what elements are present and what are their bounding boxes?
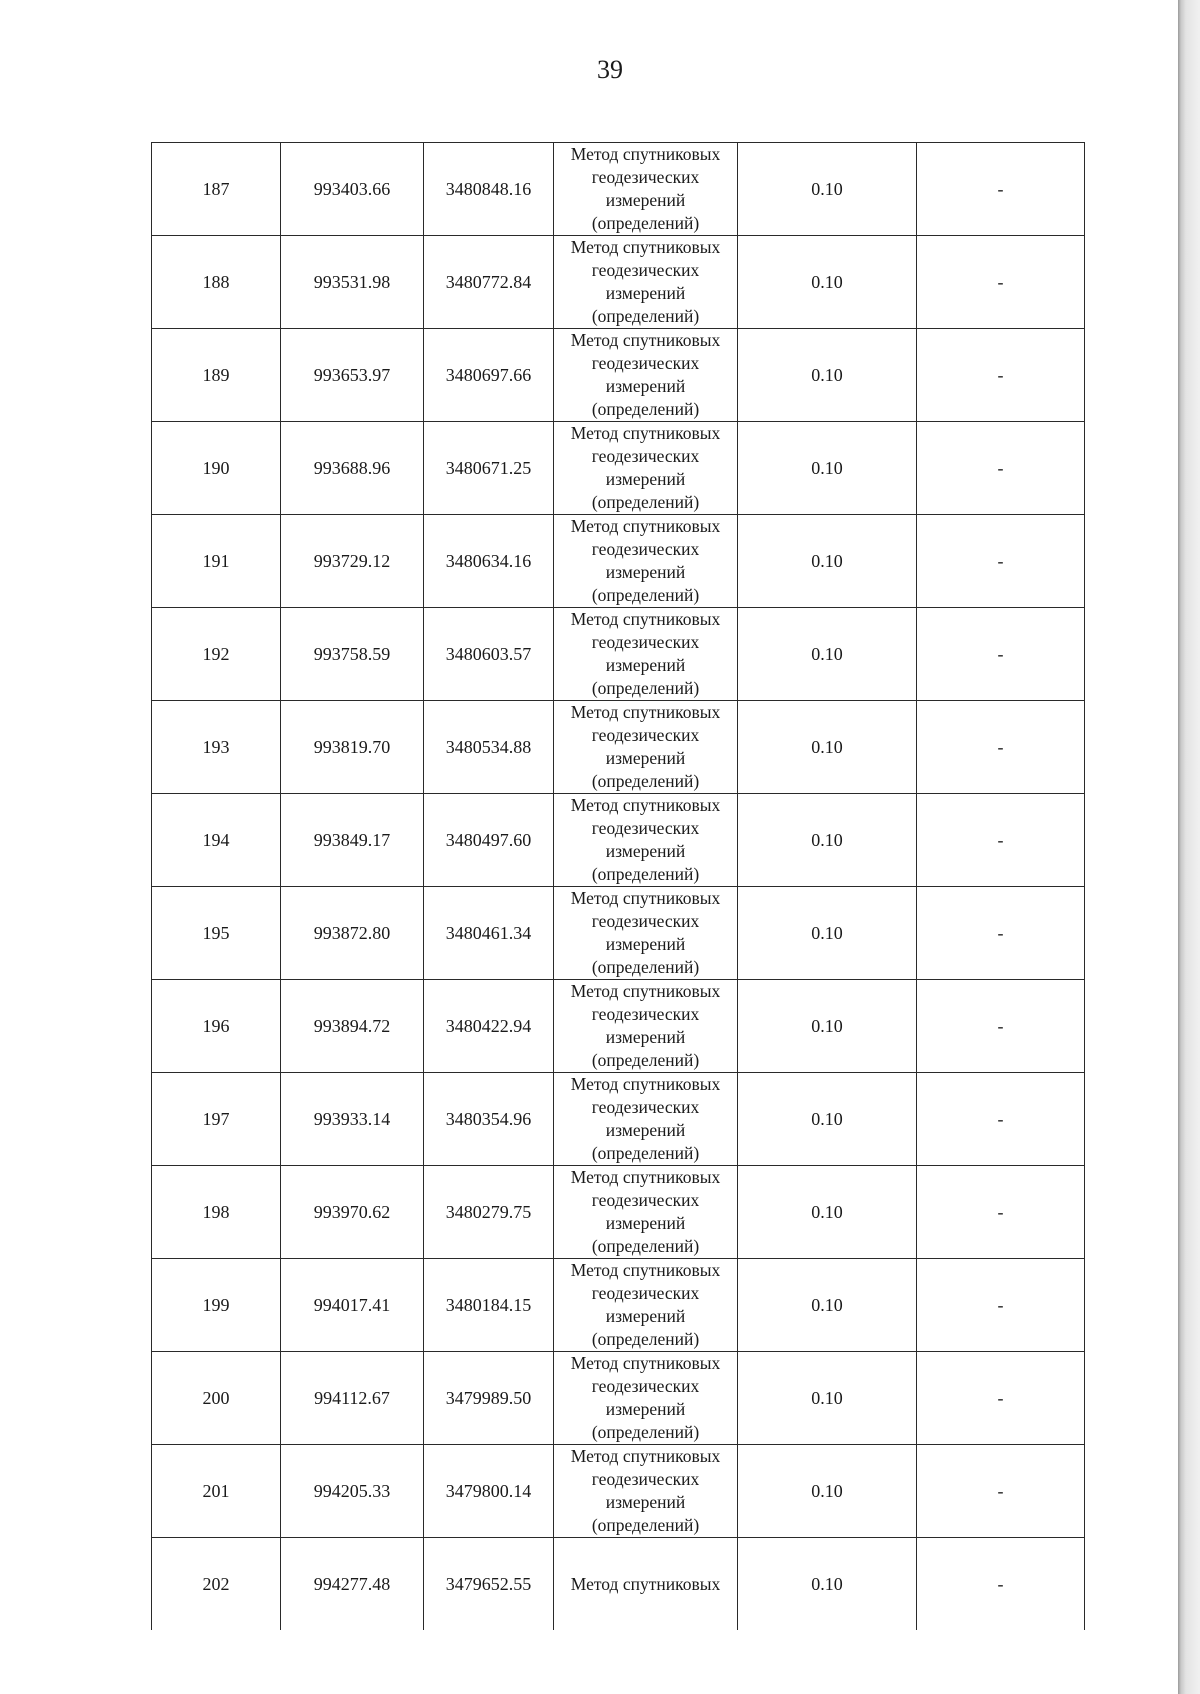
table-row xyxy=(152,329,1085,422)
accuracy-cell: 0.10 xyxy=(738,236,917,329)
point-number-cell: 196 xyxy=(152,980,281,1073)
method-cell: Метод спутниковых геодезических измерений (определений) xyxy=(554,1073,738,1166)
point-number-cell: 202 xyxy=(152,1538,281,1631)
method-cell: Метод спутниковых геодезических измерений (определений) xyxy=(554,1445,738,1538)
coord-x-cell: 993894.72 xyxy=(281,980,424,1073)
extra-cell: - xyxy=(917,1166,1085,1259)
table-row xyxy=(152,1073,1085,1166)
coord-y-cell: 3479989.50 xyxy=(424,1352,554,1445)
method-cell: Метод спутниковых геодезических измерений (определений) xyxy=(554,1259,738,1352)
method-cell: Метод спутниковых геодезических измерений (определений) xyxy=(554,887,738,980)
extra-cell: - xyxy=(917,515,1085,608)
coord-x-cell: 993849.17 xyxy=(281,794,424,887)
method-cell: Метод спутниковых геодезических измерений (определений) xyxy=(554,329,738,422)
coord-x-cell: 993653.97 xyxy=(281,329,424,422)
accuracy-cell: 0.10 xyxy=(738,1259,917,1352)
scan-page-edge xyxy=(1178,0,1200,1694)
coord-x-cell: 994017.41 xyxy=(281,1259,424,1352)
coord-y-cell: 3480184.15 xyxy=(424,1259,554,1352)
accuracy-cell: 0.10 xyxy=(738,980,917,1073)
coord-x-cell: 994205.33 xyxy=(281,1445,424,1538)
extra-cell: - xyxy=(917,1445,1085,1538)
extra-cell: - xyxy=(917,236,1085,329)
method-cell: Метод спутниковых геодезических измерений (определений) xyxy=(554,1352,738,1445)
point-number-cell: 197 xyxy=(152,1073,281,1166)
accuracy-cell: 0.10 xyxy=(738,1445,917,1538)
extra-cell: - xyxy=(917,608,1085,701)
point-number-cell: 195 xyxy=(152,887,281,980)
extra-cell: - xyxy=(917,1073,1085,1166)
table-row xyxy=(152,143,1085,236)
accuracy-cell: 0.10 xyxy=(738,515,917,608)
coord-y-cell: 3480534.88 xyxy=(424,701,554,794)
table-row xyxy=(152,1445,1085,1538)
table-row xyxy=(152,1259,1085,1352)
accuracy-cell: 0.10 xyxy=(738,329,917,422)
point-number-cell: 198 xyxy=(152,1166,281,1259)
extra-cell: - xyxy=(917,143,1085,236)
accuracy-cell: 0.10 xyxy=(738,1352,917,1445)
extra-cell: - xyxy=(917,1259,1085,1352)
table-row xyxy=(152,515,1085,608)
method-cell: Метод спутниковых геодезических измерений (определений) xyxy=(554,515,738,608)
coord-y-cell: 3480354.96 xyxy=(424,1073,554,1166)
coord-x-cell: 993531.98 xyxy=(281,236,424,329)
accuracy-cell: 0.10 xyxy=(738,1538,917,1631)
point-number-cell: 194 xyxy=(152,794,281,887)
table-row xyxy=(152,608,1085,701)
coord-x-cell: 993729.12 xyxy=(281,515,424,608)
point-number-cell: 200 xyxy=(152,1352,281,1445)
coord-y-cell: 3480634.16 xyxy=(424,515,554,608)
coord-y-cell: 3480422.94 xyxy=(424,980,554,1073)
coord-x-cell: 993403.66 xyxy=(281,143,424,236)
accuracy-cell: 0.10 xyxy=(738,422,917,515)
coord-y-cell: 3480279.75 xyxy=(424,1166,554,1259)
point-number-cell: 191 xyxy=(152,515,281,608)
extra-cell: - xyxy=(917,887,1085,980)
coord-y-cell: 3479800.14 xyxy=(424,1445,554,1538)
method-cell: Метод спутниковых геодезических измерений (определений) xyxy=(554,794,738,887)
table-row xyxy=(152,1538,1085,1631)
coord-x-cell: 994277.48 xyxy=(281,1538,424,1631)
coord-x-cell: 993819.70 xyxy=(281,701,424,794)
accuracy-cell: 0.10 xyxy=(738,608,917,701)
point-number-cell: 190 xyxy=(152,422,281,515)
coord-x-cell: 993872.80 xyxy=(281,887,424,980)
coord-y-cell: 3480697.66 xyxy=(424,329,554,422)
point-number-cell: 199 xyxy=(152,1259,281,1352)
coord-x-cell: 994112.67 xyxy=(281,1352,424,1445)
coordinates-table-wrapper xyxy=(151,142,1084,1594)
accuracy-cell: 0.10 xyxy=(738,794,917,887)
table-row xyxy=(152,794,1085,887)
coord-x-cell: 993970.62 xyxy=(281,1166,424,1259)
extra-cell: - xyxy=(917,1538,1085,1631)
point-number-cell: 201 xyxy=(152,1445,281,1538)
page-number: 39 xyxy=(597,55,623,84)
coord-y-cell: 3480848.16 xyxy=(424,143,554,236)
coord-y-cell: 3480603.57 xyxy=(424,608,554,701)
table-row xyxy=(152,887,1085,980)
method-cell: Метод спутниковых геодезических измерений (определений) xyxy=(554,608,738,701)
coord-x-cell: 993933.14 xyxy=(281,1073,424,1166)
table-row xyxy=(152,701,1085,794)
table-row xyxy=(152,236,1085,329)
method-cell: Метод спутниковых xyxy=(554,1538,738,1631)
table-row xyxy=(152,980,1085,1073)
extra-cell: - xyxy=(917,1352,1085,1445)
accuracy-cell: 0.10 xyxy=(738,1073,917,1166)
coordinates-table xyxy=(151,142,1085,1630)
method-cell: Метод спутниковых геодезических измерений (определений) xyxy=(554,422,738,515)
accuracy-cell: 0.10 xyxy=(738,701,917,794)
method-cell: Метод спутниковых геодезических измерений (определений) xyxy=(554,1166,738,1259)
point-number-cell: 187 xyxy=(152,143,281,236)
point-number-cell: 192 xyxy=(152,608,281,701)
coord-x-cell: 993688.96 xyxy=(281,422,424,515)
table-row xyxy=(152,1166,1085,1259)
coord-y-cell: 3480772.84 xyxy=(424,236,554,329)
coord-y-cell: 3479652.55 xyxy=(424,1538,554,1631)
table-row xyxy=(152,1352,1085,1445)
method-cell: Метод спутниковых геодезических измерений (определений) xyxy=(554,236,738,329)
method-cell: Метод спутниковых геодезических измерений (определений) xyxy=(554,143,738,236)
extra-cell: - xyxy=(917,422,1085,515)
accuracy-cell: 0.10 xyxy=(738,887,917,980)
coordinates-table-body xyxy=(152,143,1085,1631)
coord-y-cell: 3480461.34 xyxy=(424,887,554,980)
point-number-cell: 189 xyxy=(152,329,281,422)
extra-cell: - xyxy=(917,794,1085,887)
coord-y-cell: 3480671.25 xyxy=(424,422,554,515)
point-number-cell: 193 xyxy=(152,701,281,794)
coord-y-cell: 3480497.60 xyxy=(424,794,554,887)
accuracy-cell: 0.10 xyxy=(738,143,917,236)
coord-x-cell: 993758.59 xyxy=(281,608,424,701)
extra-cell: - xyxy=(917,701,1085,794)
extra-cell: - xyxy=(917,980,1085,1073)
extra-cell: - xyxy=(917,329,1085,422)
method-cell: Метод спутниковых геодезических измерений (определений) xyxy=(554,701,738,794)
point-number-cell: 188 xyxy=(152,236,281,329)
table-row xyxy=(152,422,1085,515)
accuracy-cell: 0.10 xyxy=(738,1166,917,1259)
method-cell: Метод спутниковых геодезических измерений (определений) xyxy=(554,980,738,1073)
